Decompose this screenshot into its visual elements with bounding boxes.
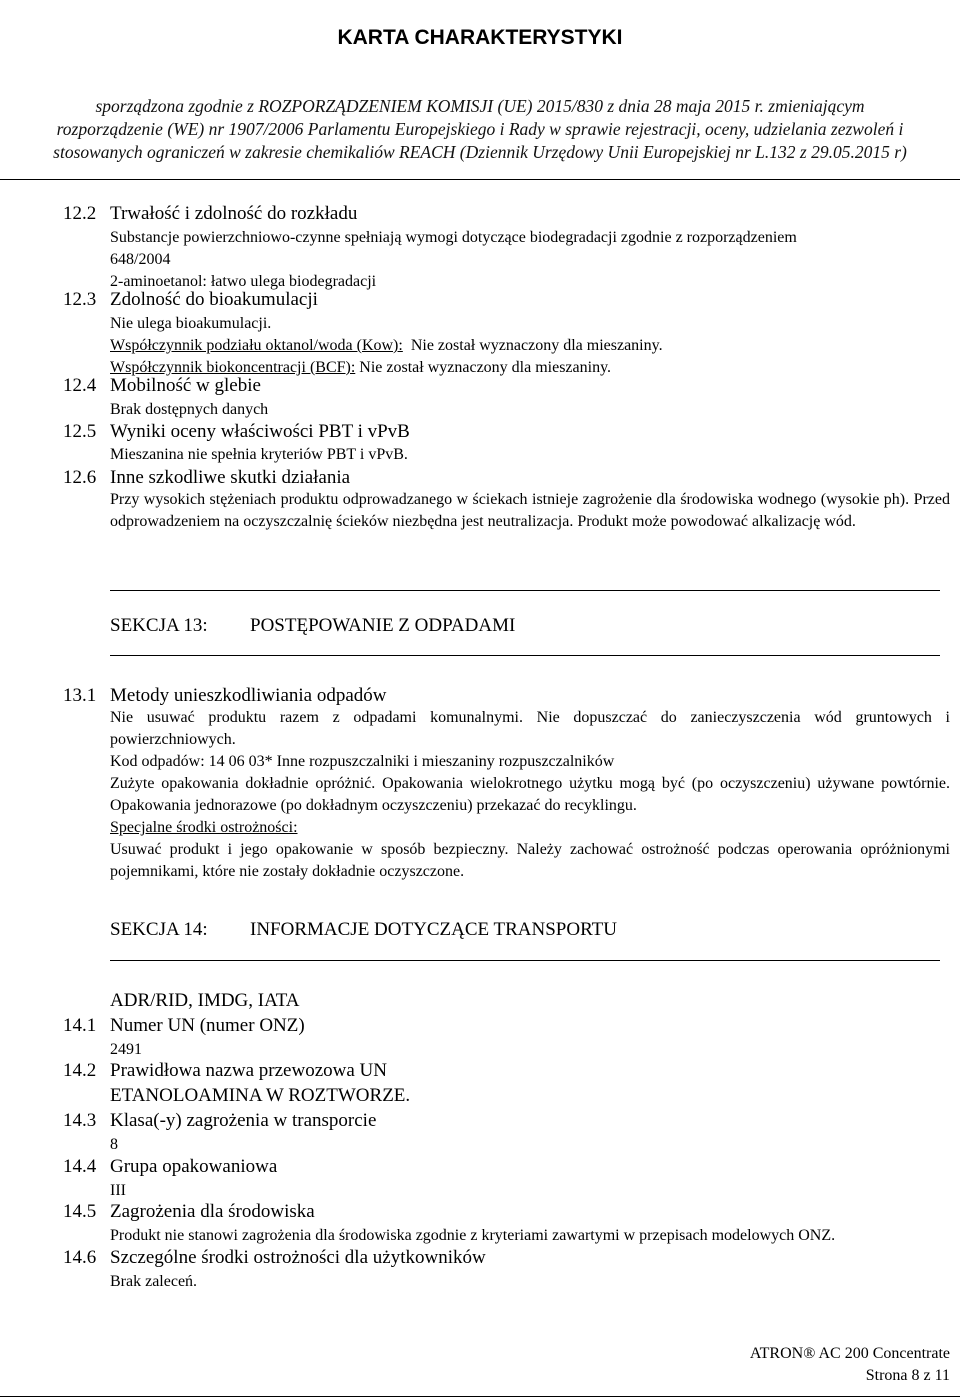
regulation-line: rozporządzenie (WE) nr 1907/2006 Parlamentu Europejskiego i Rady w sprawie rejestracji, oceny, udzielania zezwoleń i	[56, 119, 904, 139]
section-divider	[110, 590, 940, 591]
regulation-reference	[0, 95, 960, 164]
subsection-number: 14.3	[63, 1110, 97, 1131]
subsection-number: 14.6	[63, 1247, 97, 1268]
kow-label: Współczynnik podziału oktanol/woda (Kow):	[110, 337, 403, 354]
transport-regimes: ADR/RID, IMDG, IATA	[110, 990, 300, 1011]
subsection-number: 12.4	[63, 375, 97, 396]
subsection-value: 8	[110, 1136, 118, 1153]
section-title: INFORMACJE DOTYCZĄCE TRANSPORTU	[250, 919, 617, 940]
subsection-number: 12.2	[63, 203, 97, 224]
footer-divider	[0, 1396, 960, 1397]
subsection-number: 14.2	[63, 1060, 97, 1081]
subsection-title: Prawidłowa nazwa przewozowa UN	[110, 1060, 387, 1081]
subsection-title: Zagrożenia dla środowiska	[110, 1201, 315, 1222]
text-line: Substancje powierzchniowo-czynne spełniają wymogi dotyczące biodegradacji zgodnie z rozporządzeniem	[110, 229, 797, 246]
subsection-title: Trwałość i zdolność do rozkładu	[110, 203, 358, 224]
subsection-number: 12.3	[63, 289, 97, 310]
section-label: SEKCJA 14:	[110, 919, 208, 940]
subsection-title: Klasa(-y) zagrożenia w transporcie	[110, 1110, 377, 1131]
section-title: POSTĘPOWANIE Z ODPADAMI	[250, 615, 516, 636]
subsection-title: Grupa opakowaniowa	[110, 1156, 278, 1177]
text-line: Brak dostępnych danych	[110, 401, 269, 418]
paragraph: Usuwać produkt i jego opakowanie w sposób bezpieczny. Należy zachować ostrożność podczas operowania opróżnionymi pojemnikami, które nie zostały dokładnie oczyszczone.	[110, 841, 950, 880]
text-line: 648/2004	[110, 251, 171, 268]
subsection-title: Szczególne środki ostrożności dla użytkowników	[110, 1247, 486, 1268]
footer-page-number: Strona 8 z 11	[865, 1367, 950, 1384]
subsection-value: Brak zaleceń.	[110, 1273, 198, 1290]
subsection-number: 13.1	[63, 685, 97, 706]
regulation-line: sporządzona zgodnie z ROZPORZĄDZENIEM KOMISJI (UE) 2015/830 z dnia 28 maja 2015 r. zmieniającym	[95, 96, 865, 116]
waste-code: Kod odpadów: 14 06 03* Inne rozpuszczalniki i mieszaniny rozpuszczalników	[110, 753, 615, 770]
paragraph: Nie usuwać produktu razem z odpadami komunalnymi. Nie dopuszczać do zanieczyszczenia wód gruntowych i powierzchniowych.	[110, 709, 950, 748]
subsection-title: Metody unieszkodliwiania odpadów	[110, 685, 387, 706]
subsection-value: 2491	[110, 1041, 142, 1058]
section-divider	[110, 655, 940, 656]
subsection-number: 12.5	[63, 421, 97, 442]
subsection-number: 14.1	[63, 1015, 97, 1036]
paragraph: Zużyte opakowania dokładnie opróżnić. Opakowania wielokrotnego użytku mogą być (po oczyszczeniu) używane powtórnie. Opakowania jednorazowe (po dokładnym oczyszczeniu) przekazać do recyklingu.	[110, 775, 950, 814]
document-header	[0, 0, 960, 180]
footer-product-name: ATRON® AC 200 Concentrate	[749, 1345, 950, 1362]
text-line: 2-aminoetanol: łatwo ulega biodegradacji	[110, 273, 377, 290]
bcf-label: Współczynnik biokoncentracji (BCF):	[110, 359, 356, 376]
bcf-value: Nie został wyznaczony dla mieszaniny.	[359, 359, 612, 376]
document-title: KARTA CHARAKTERYSTYKI	[337, 26, 623, 49]
kow-value: Nie został wyznaczony dla mieszaniny.	[410, 337, 663, 354]
subsection-title: Numer UN (numer ONZ)	[110, 1015, 305, 1036]
text-line: Nie ulega bioakumulacji.	[110, 315, 272, 332]
text-line: Mieszanina nie spełnia kryteriów PBT i vPvB.	[110, 446, 408, 463]
subsection-value: ETANOLOAMINA W ROZTWORZE.	[110, 1085, 411, 1106]
regulation-line: stosowanych ograniczeń w zakresie chemikaliów REACH (Dziennik Urzędowy Unii Europejskiej nr L.132 z 29.05.2015 r)	[53, 142, 907, 162]
kow-line	[110, 335, 663, 357]
section-label: SEKCJA 13:	[110, 615, 208, 636]
subsection-number: 14.5	[63, 1201, 97, 1222]
subsection-title: Inne szkodliwe skutki działania	[110, 467, 351, 488]
subsection-number: 14.4	[63, 1156, 97, 1177]
subsection-title: Mobilność w glebie	[110, 375, 261, 396]
section-divider	[110, 960, 940, 961]
subsection-value: Produkt nie stanowi zagrożenia dla środowiska zgodnie z kryteriami zawartymi w przepisach modelowych ONZ.	[110, 1227, 836, 1244]
subsection-value: III	[110, 1182, 126, 1199]
subsection-title: Zdolność do bioakumulacji	[110, 289, 318, 310]
subsection-title: Wyniki oceny właściwości PBT i vPvB	[110, 421, 410, 442]
special-precautions-label: Specjalne środki ostrożności:	[110, 819, 298, 836]
paragraph: Przy wysokich stężeniach produktu odprowadzanego w ściekach istnieje zagrożenie dla środowiska wodnego (wysokie ph). Przed odprowadzeniem na oczyszczalnię ścieków niezbędna jest neutralizacja. Produkt może powodować alkalizację wód.	[110, 491, 950, 530]
subsection-number: 12.6	[63, 467, 97, 488]
